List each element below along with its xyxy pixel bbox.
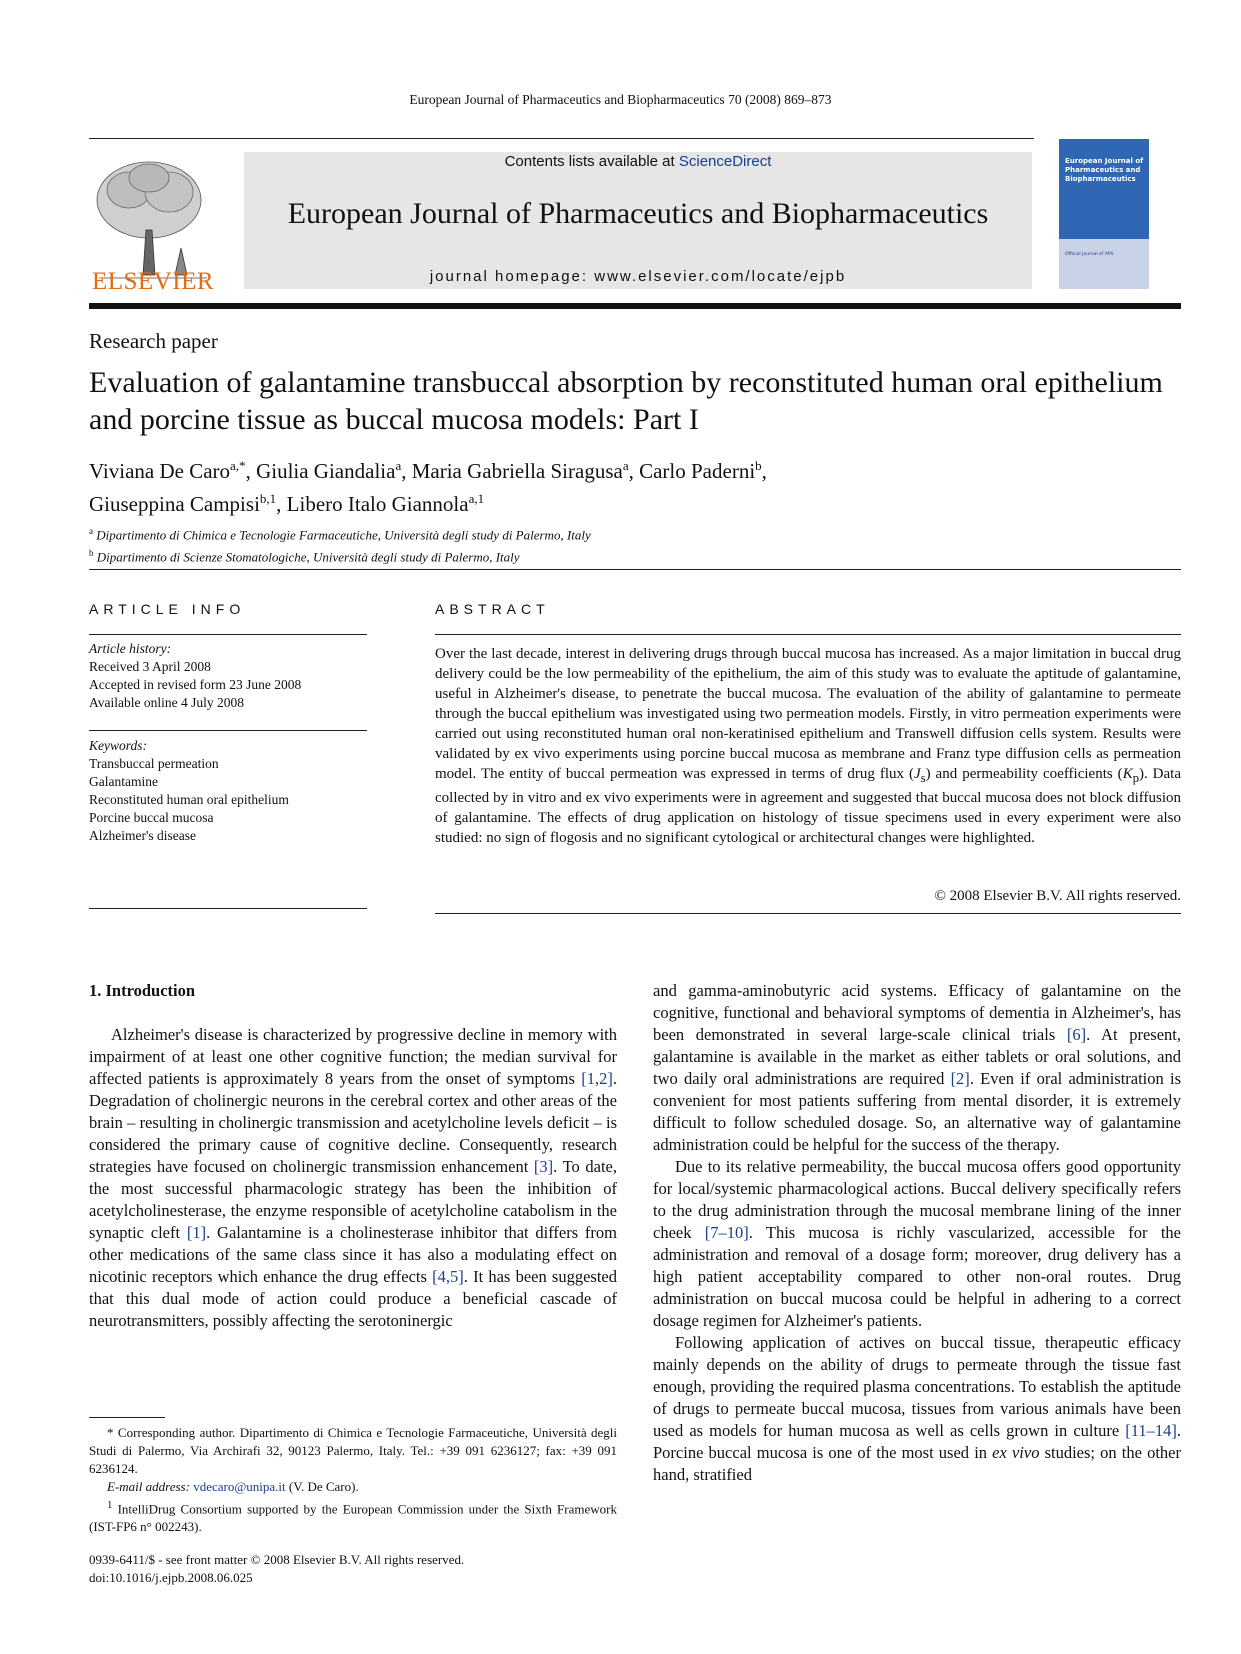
body-paragraph [653,1332,1181,1486]
author-affil-mark: b,1 [259,491,277,506]
permeability-subscript: p [1132,771,1139,785]
online-date: Available online 4 July 2008 [89,695,244,710]
keyword: Transbuccal permeation [89,756,219,771]
author-list: Viviana De Caro$^{a,*}$, Giulia Giandalia$^a$, Maria Gabriella Siragusa$^a$, Carlo Paderni$^b$, Giuseppina Campisi$^{b,1}$, Libero Italo Giannola$^{a,1}$ [89,458,767,516]
masthead-rule [89,303,1181,309]
affiliations [89,522,1181,567]
revised-date: Accepted in revised form 23 June 2008 [89,677,302,692]
journal-cover-thumbnail [1059,139,1149,289]
author-affil-mark: a,* [230,458,246,473]
body-column-left [89,980,617,1332]
article-info-heading: ARTICLE INFO [89,601,246,617]
author-name[interactable]: Carlo Paderni [639,459,756,483]
email-label: E-mail address: [107,1479,194,1494]
divider [89,569,1181,570]
cover-band [1059,239,1149,289]
divider [435,634,1181,635]
abstract-heading: ABSTRACT [435,601,550,617]
text-run: . Porcine buccal mucosa is one of the most used in [653,1421,1181,1462]
flux-symbol: J [914,766,921,782]
divider [89,730,367,731]
footnote-mark: 1 [107,1499,113,1511]
body-column-right [653,980,1181,1486]
keyword: Reconstituted human oral epithelium [89,792,289,807]
citation-link[interactable]: [1,2] [581,1069,613,1088]
body-paragraph [89,1024,617,1332]
contents-prefix: Contents lists available at [504,153,679,170]
journal-name: European Journal of Pharmaceutics and Biopharmaceutics [287,197,989,230]
footnote-rule [89,1417,165,1418]
body-paragraph [653,1156,1181,1332]
author-name[interactable]: Giuseppina Campisi [89,492,260,516]
funding-note [89,1496,617,1536]
author-name[interactable]: Viviana De Caro [89,459,231,483]
author-affil-mark: a,1 [468,491,485,506]
divider [89,908,367,909]
author-affil-mark: a [395,458,402,473]
text-run: . Degradation of cholinergic neurons in the cerebral cortex and other areas of the brain – resulting in cholinergic transmission and acetylcholine levels deficit – is considered the primary cause of cognitive decline. Consequently, research strategies have focused on cholinergic transmission enhancement [89,1069,617,1176]
article-history [89,640,369,712]
divider [89,634,367,635]
running-header: European Journal of Pharmaceutics and Biopharmaceutics 70 (2008) 869–873 [409,92,832,107]
text-run: Due to its relative permeability, the buccal mucosa offers good opportunity for local/systemic pharmacological actions. Buccal delivery specifically refers to the drug administration through the mucosal membrane lining of the inner cheek [653,1157,1181,1242]
keywords-block [89,737,369,845]
abstract-part: ) and permeability coefficients ( [925,766,1123,782]
text-run: . This mucosa is richly vascularized, accessible for the administration and removal of a dosage form; moreover, drug delivery has a high patient acceptability compared to other non-oral routes. Drug administration on buccal mucosa could be helpful in adhering to a correct dosage regimen for Alzheimer's patients. [653,1223,1181,1330]
text-run: . Even if oral administration is convenient for most patients suffering from mental disorder, it is extremely difficult to follow scheduled dosage. So, an alternative way of galantamine administration could be helpful for the success of the therapy. [653,1069,1181,1154]
citation-link[interactable]: [7–10] [704,1223,749,1242]
abstract-part: ). Data collected by in vitro and ex vivo experiments were in agreement and suggested that buccal mucosa does not block diffusion of galantamine. The effects of drug application on histology of tissue specimens used in every experiment were also studied: no sign of flogosis and no significant cytological or architectural changes were highlighted. [435,766,1182,846]
article-type: Research paper [89,329,218,353]
affiliation-text: Dipartimento di Scienze Stomatologiche, Università degli study di Palermo, Italy [96,549,520,565]
text-run: studies; on the other hand, stratified [653,1443,1181,1484]
citation-link[interactable]: [2] [950,1069,970,1088]
author-email-link[interactable]: vdecaro@unipa.it [193,1479,286,1494]
author-name[interactable]: Giulia Giandalia [256,459,396,483]
text-run: . At present, galantamine is available in the market as either tablets or oral solutions, and two daily oral administrations are required [653,1025,1181,1088]
article-title: Evaluation of galantamine transbuccal absorption by reconstituted human oral epithelium and porcine tissue as buccal mucosa models: Part I [89,366,1163,436]
affiliation-mark: a [89,526,93,536]
keywords-label: Keywords: [89,738,147,753]
divider [435,913,1181,914]
permeability-symbol: K [1122,766,1133,782]
received-date: Received 3 April 2008 [89,659,211,674]
cover-subtitle: Official Journal of APV [1065,252,1114,257]
text-run: and gamma-aminobutyric acid systems. Efficacy of galantamine on the cognitive, functional and behavioral symptoms of dementia in Alzheimer's, has been demonstrated in several large-scale clinical trials [653,981,1181,1044]
flux-subscript: s [920,771,926,785]
footnote-text: IntelliDrug Consortium supported by the European Commission under the Sixth Framework (IST-FP6 n° 002243). [89,1501,617,1535]
italic-term: ex vivo [992,1443,1040,1462]
citation-link[interactable]: [4,5] [432,1267,464,1286]
text-run: . Galantamine is a cholinesterase inhibitor that differs from other medications of the same class since it has also a modulating effect on nicotinic receptors which enhance the drug effects [89,1223,618,1286]
keyword: Galantamine [89,774,158,789]
author-name[interactable]: Maria Gabriella Siragusa [411,459,623,483]
keyword: Alzheimer's disease [89,828,197,843]
abstract-text [435,644,1181,848]
doi-line[interactable]: doi:10.1016/j.ejpb.2008.06.025 [89,1570,253,1585]
keyword: Porcine buccal mucosa [89,810,214,825]
elsevier-wordmark: ELSEVIER [91,268,215,295]
text-run: . It has been suggested that this dual mode of action could produce a beneficial cascade of neurotransmitters, possibly affecting the serotoninergic [89,1267,617,1330]
email-suffix: (V. De Caro). [285,1479,359,1494]
text-run: Following application of actives on buccal tissue, therapeutic efficacy mainly depends on the ability of drugs to permeate through the tissue fast enough, providing the required plasma concentrations. To establish the aptitude of drugs to permeate buccal mucosa, tissues from various animals have been used as models for human mucosa as well as cells grown in culture [653,1333,1181,1440]
citation-link[interactable]: [1] [186,1223,207,1242]
body-paragraph [653,980,1181,1156]
citation-link[interactable]: [11–14] [1125,1421,1177,1440]
email-note [89,1478,617,1496]
journal-homepage[interactable]: journal homepage: www.elsevier.com/locate/ejpb [429,268,847,285]
article-identifiers [89,1551,689,1587]
history-label: Article history: [89,641,172,656]
text-run: . To date, the most successful pharmacologic strategy has been the inhibition of acetylcholinesterase, the enzyme responsible of acetylcholine catabolism in the synaptic cleft [89,1157,617,1242]
affiliation-item [89,544,1181,566]
citation-link[interactable]: [6] [1066,1025,1087,1044]
sciencedirect-link[interactable]: ScienceDirect [678,153,772,170]
contents-line [244,153,1032,170]
author-name[interactable]: Libero Italo Giannola [286,492,469,516]
abstract-copyright: © 2008 Elsevier B.V. All rights reserved. [934,888,1181,904]
cover-title: European Journal of Pharmaceutics and Biopharmaceutics [1065,157,1144,183]
author-affil-mark: b [755,458,762,473]
author-affil-mark: a [622,458,629,473]
citation-link[interactable]: [3] [533,1157,554,1176]
affiliation-text: Dipartimento di Chimica e Tecnologie Farmaceutiche, Università degli study di Palermo, Italy [96,527,591,543]
issn-line: 0939-6411/$ - see front matter © 2008 Elsevier B.V. All rights reserved. [89,1552,465,1567]
section-heading: 1. Introduction [89,981,196,1000]
footnotes [89,1424,617,1536]
abstract-part: Over the last decade, interest in delivering drugs through buccal mucosa has increased. As a major limitation in buccal drug delivery could be the low permeability of the epithelium, the aim of this study was to evaluate the aptitude of galantamine, useful in Alzheimer's disease, to penetrate the buccal mucosa. The evaluation of the ability of galantamine to permeate through the buccal epithelium was investigated using two permeation models. Firstly, in vitro permeation experiments were carried out using reconstituted human oral non-keratinised epithelium and Transwell diffusion cells system. Results were validated by ex vivo experiments using porcine buccal mucosa as membrane and Franz type diffusion cells as permeation model. The entity of buccal permeation was expressed in terms of drug flux ( [435,646,1181,782]
header-rule [89,138,1034,139]
corresponding-author-note: * Corresponding author. Dipartimento di Chimica e Tecnologie Farmaceutiche, Università degli Studi di Palermo, Via Archirafi 32, 90123 Palermo, Italy. Tel.: +39 091 6236127; fax: +39 091 6236124. [89,1425,617,1476]
affiliation-item [89,522,1181,544]
text-run: Alzheimer's disease is characterized by progressive decline in memory with impairment of at least one other cognitive function; the median survival for affected patients is approximately 8 years from the onset of symptoms [89,1025,617,1088]
affiliation-mark: b [89,548,94,559]
